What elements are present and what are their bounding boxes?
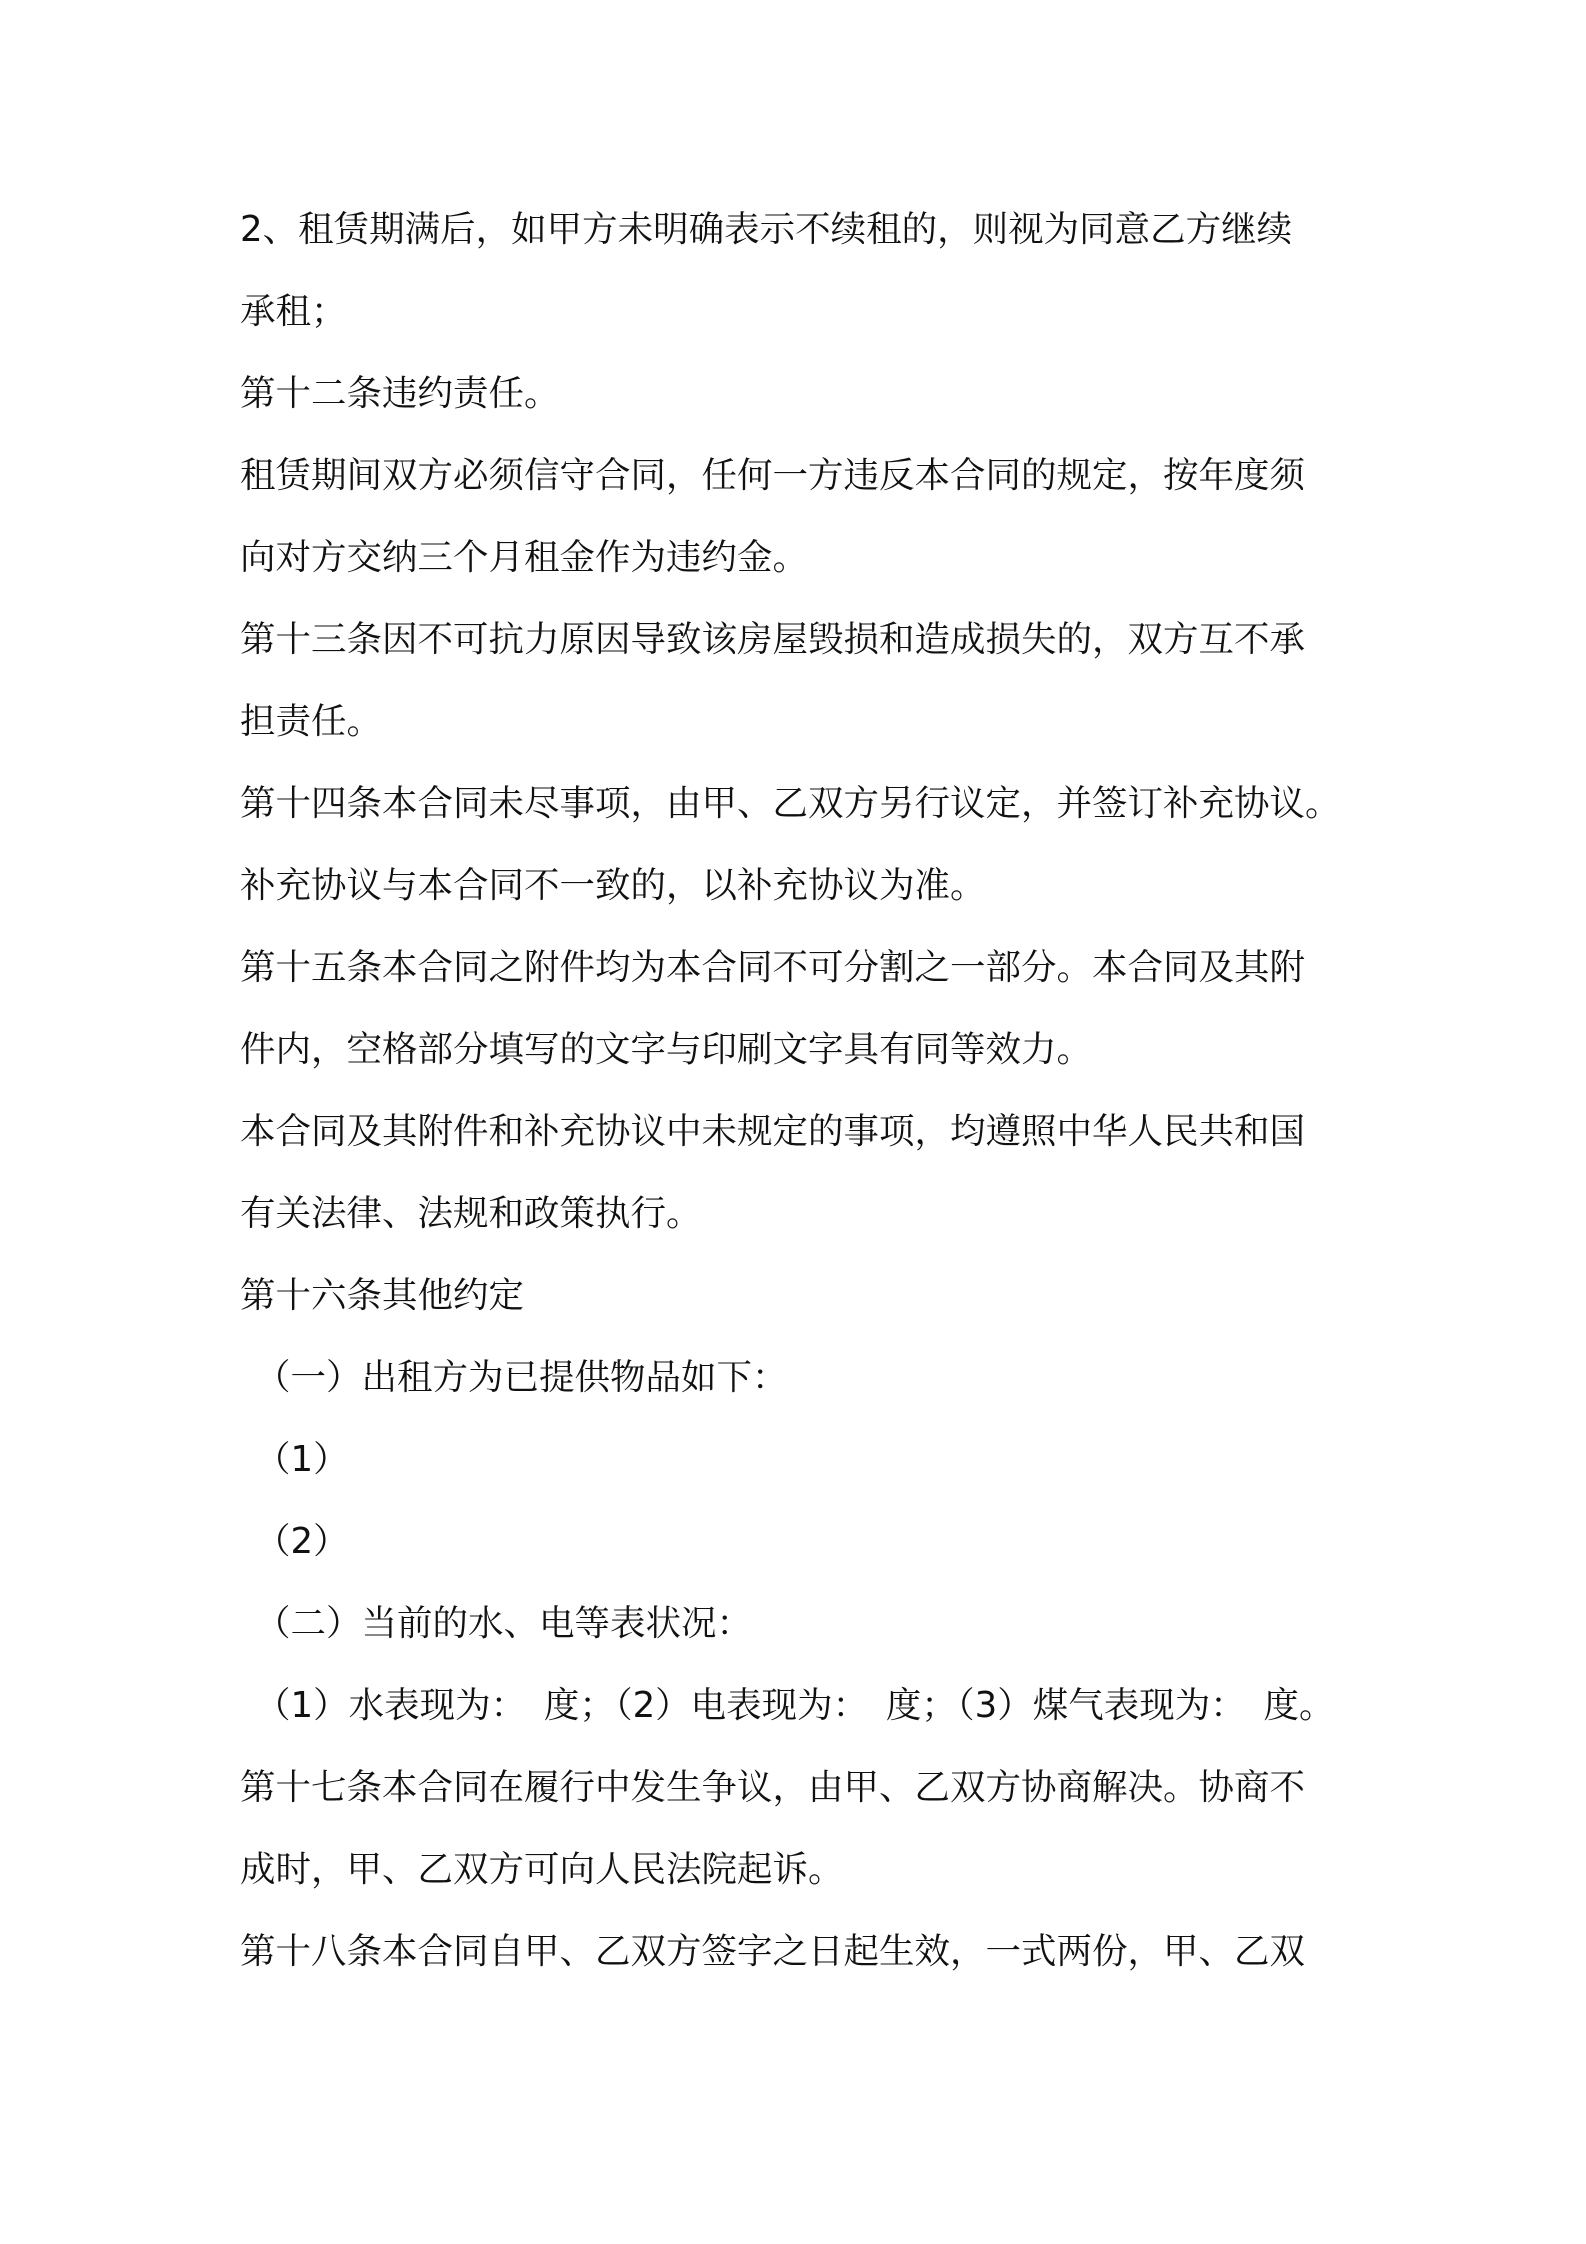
text-line: 成时，甲、乙双方可向人民法院起诉。: [240, 1849, 844, 1890]
text-line: 承租；: [240, 291, 347, 332]
text-line: 担责任。: [240, 701, 383, 742]
text-line: 第十七条本合同在履行中发生争议，由甲、乙双方协商解决。协商不: [240, 1767, 1306, 1808]
list-item: （1）: [255, 1439, 349, 1480]
list-item: （一）出租方为已提供物品如下：: [255, 1357, 788, 1398]
list-item: （2）: [255, 1521, 349, 1562]
list-item: （二）当前的水、电等表状况：: [255, 1603, 753, 1644]
meter-readings: （1）水表现为： 度；（2）电表现为： 度；（3）煤气表现为： 度。: [255, 1685, 1335, 1726]
text-line: 租赁期间双方必须信守合同，任何一方违反本合同的规定，按年度须: [240, 455, 1306, 496]
text-line: 第十五条本合同之附件均为本合同不可分割之一部分。本合同及其附: [240, 947, 1306, 988]
text-line: 向对方交纳三个月租金作为违约金。: [240, 537, 809, 578]
text-line: 本合同及其附件和补充协议中未规定的事项，均遵照中华人民共和国: [240, 1111, 1306, 1152]
text-line: 有关法律、法规和政策执行。: [240, 1193, 702, 1234]
text-line: 第十三条因不可抗力原因导致该房屋毁损和造成损失的，双方互不承: [240, 619, 1306, 660]
text-line: 2、租赁期满后，如甲方未明确表示不续租的，则视为同意乙方继续: [240, 209, 1293, 250]
text-line: 件内，空格部分填写的文字与印刷文字具有同等效力。: [240, 1029, 1093, 1070]
text-line: 补充协议与本合同不一致的，以补充协议为准。: [240, 865, 986, 906]
article-heading: 第十六条其他约定: [240, 1275, 525, 1316]
text-line: 第十八条本合同自甲、乙双方签字之日起生效，一式两份，甲、乙双: [240, 1931, 1306, 1972]
text-line: 第十四条本合同未尽事项，由甲、乙双方另行议定，并签订补充协议。: [240, 783, 1341, 824]
article-heading: 第十二条违约责任。: [240, 373, 560, 414]
